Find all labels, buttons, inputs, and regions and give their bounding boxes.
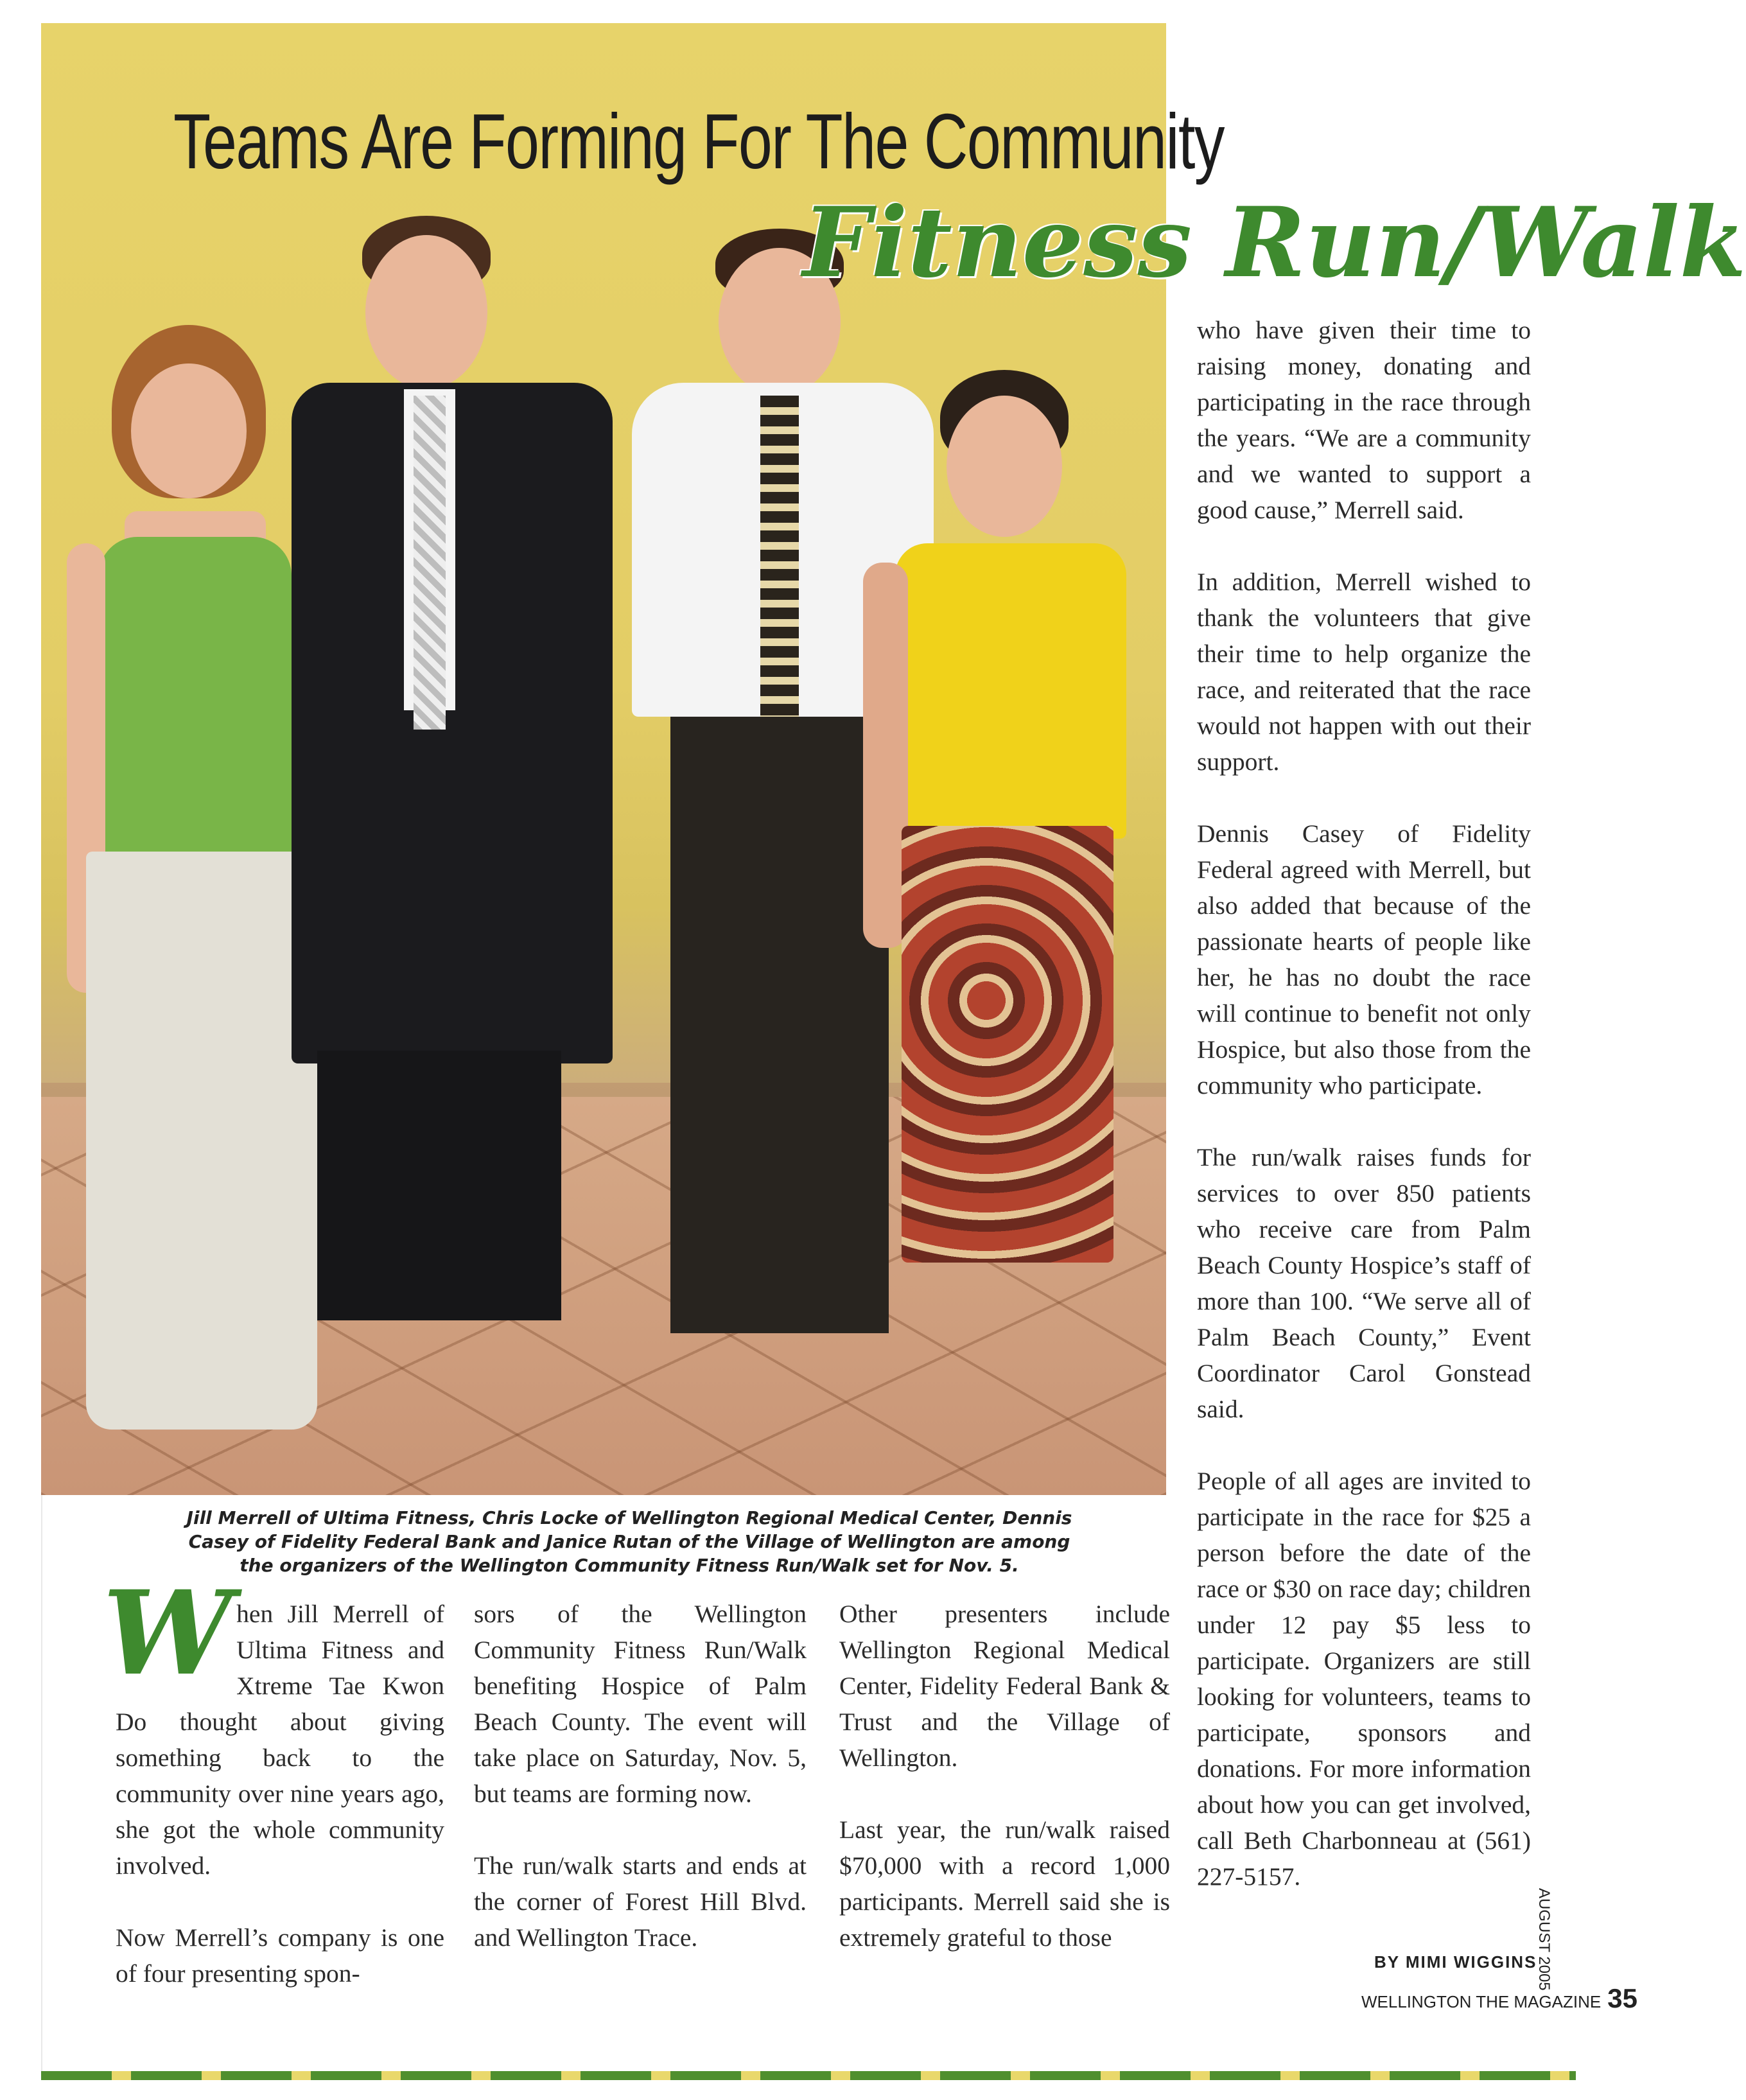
headline: Teams Are Forming For The Community	[173, 98, 1224, 185]
paragraph: Now Merrell’s company is one of four presenting spon-	[116, 1923, 444, 1988]
paragraph: In addition, Merrell wished to thank the volunteers that give their time to help organize the race, and reiterated that the race would not happen with out their support.	[1197, 568, 1531, 776]
article-column-1	[103, 1566, 444, 1991]
paragraph: who have given their time to raising money, donating and participating in the race through the years. “We are a community and we wanted to support a good cause,” Merrell said.	[1197, 316, 1531, 524]
drop-cap: W	[103, 1566, 233, 1701]
paragraph: When Jill Merrell of Ultima Fitness and Xtreme Tae Kwon Do thought about giving something back to the community over nine years ago, she got the whole community involved.	[103, 1566, 444, 1880]
paragraph: sors of the Wellington Community Fitness Run/Walk benefiting Hospice of Palm Beach County. The event will take place on Saturday, Nov. 5, but teams are forming now.	[474, 1600, 807, 1808]
page-number: 35	[1607, 1983, 1637, 2013]
footer-stripe	[41, 2071, 1576, 2080]
article-column-2	[474, 1596, 807, 1956]
photo-caption: Jill Merrell of Ultima Fitness, Chris Locke of Wellington Regional Medical Center, Dennis Casey of Fidelity Federal Bank and Janice Rutan of the Village of Wellington are among the organizers of the Wellington Community Fitness Run/Walk set for Nov. 5.	[186, 1507, 1072, 1576]
byline: BY MIMI WIGGINS	[1374, 1952, 1537, 1972]
headline-script: Fitness Run/Walk	[803, 186, 1746, 299]
article-column-3	[839, 1596, 1170, 1956]
paragraph: People of all ages are invited to participate in the race for $25 a person before the date of the race or $30 on race day; children under 12 pay $5 less to participate. Organizers are still looking for volunteers, teams to participate, sponsors and donations. For more information about how you can get involved, call Beth Charbonneau at (561) 227-5157.	[1197, 1467, 1531, 1891]
paragraph: Other presenters include Wellington Regional Medical Center, Fidelity Federal Bank & Trust and the Village of Wellington.	[839, 1600, 1170, 1772]
issue-date: AUGUST 2005	[1535, 1888, 1553, 1991]
page-footer	[1361, 1983, 1637, 2014]
paragraph: The run/walk starts and ends at the corner of Forest Hill Blvd. and Wellington Trace.	[474, 1851, 807, 1952]
article-column-4	[1197, 312, 1531, 1894]
photo-person-janice	[850, 370, 1158, 1494]
paragraph: The run/walk raises funds for services to over 850 patients who receive care from Palm Beach County Hospice’s staff of more than 100. “We serve all of Palm Beach County,” Event Coordinator Carol Gonstead said.	[1197, 1143, 1531, 1423]
paragraph: Dennis Casey of Fidelity Federal agreed with Merrell, but also added that because of the passionate hearts of people like her, he has no doubt the race will continue to benefit not only Hospice, but also those from the community who participate.	[1197, 819, 1531, 1099]
paragraph: Last year, the run/walk raised $70,000 with a record 1,000 participants. Merrell said she is extremely grateful to those	[839, 1816, 1170, 1952]
magazine-name: WELLINGTON THE MAGAZINE	[1361, 1992, 1602, 2011]
